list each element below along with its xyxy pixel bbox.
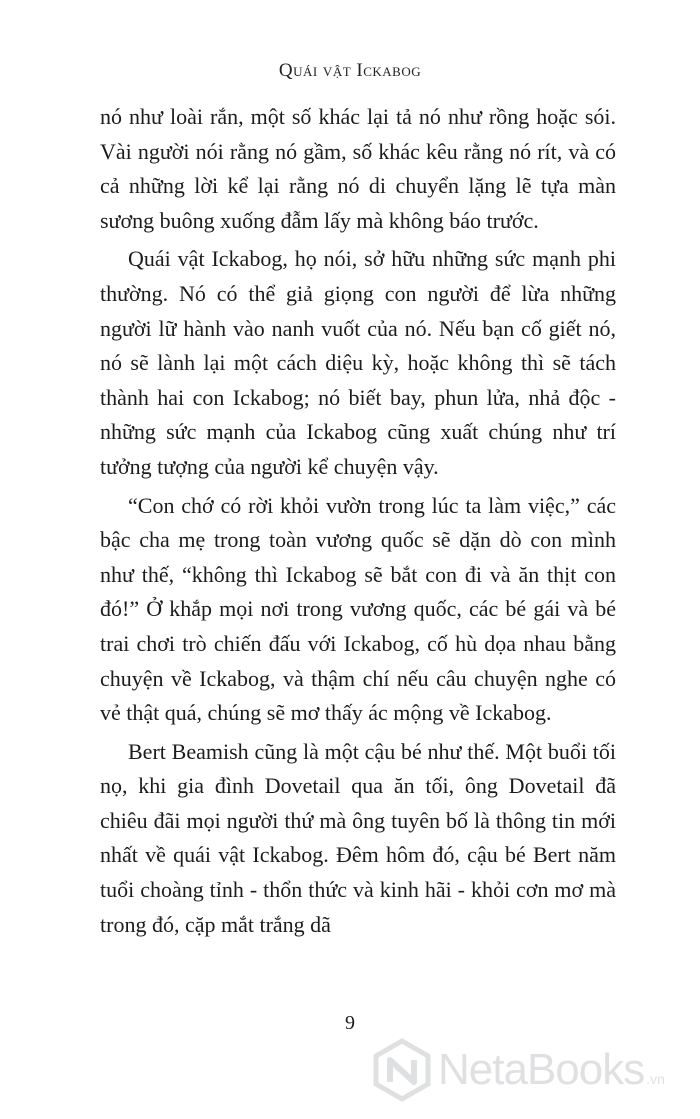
watermark-brand: NetaBooks [438, 1045, 645, 1094]
paragraph: Bert Beamish cũng là một cậu bé như thế. Một buổi tối nọ, khi gia đình Dovetail qua ăn tối, ông Dovetail đã chiêu đãi mọi người thứ mà ông tuyên bố là thông tin mới nhất về quái vật Ickabog. Đêm hôm đó, cậu bé Bert năm tuổi choàng tỉnh - thổn thức và kinh hãi - khỏi cơn mơ mà trong đó, cặp mắt trắng dã [100, 738, 616, 937]
running-head: Quái vật Ickabog [278, 60, 422, 81]
watermark [370, 1030, 700, 1110]
paragraph: Quái vật Ickabog, họ nói, sở hữu những sức mạnh phi thường. Nó có thể giả giọng con người để lừa những người lữ hành vào nanh vuốt của nó. Nếu bạn cố giết nó, nó sẽ lành lại một cách diệu kỳ, hoặc không thì sẽ tách thành hai con Ickabog; nó biết bay, phun lửa, nhả độc - những sức mạnh của Ickabog cũng xuất chúng như trí tưởng tượng của người kể chuyện vậy. [100, 246, 616, 479]
watermark-suffix: .vn [646, 1071, 665, 1087]
netabooks-logo-icon [370, 1038, 434, 1102]
paragraph: “Con chớ có rời khỏi vườn trong lúc ta làm việc,” các bậc cha mẹ trong toàn vương quốc sẽ dặn dò con mình như thế, “không thì Ickabog sẽ bắt con đi và ăn thịt con đó!” Ở khắp mọi nơi trong vương quốc, các bé gái và bé trai chơi trò chiến đấu với Ickabog, cố hù dọa nhau bằng chuyện về Ickabog, và thậm chí nếu câu chuyện nghe có vẻ thật quá, chúng sẽ mơ thấy ác mộng về Ickabog. [100, 492, 616, 726]
page-number: 9 [345, 1012, 355, 1034]
paragraph: nó như loài rắn, một số khác lại tả nó như rồng hoặc sói. Vài người nói rằng nó gầm, số khác kêu rằng nó rít, và có cả những lời kể lại rằng nó di chuyển lặng lẽ tựa màn sương buông xuống đẫm lấy mà không báo trước. [100, 104, 616, 233]
body-text [100, 100, 616, 942]
